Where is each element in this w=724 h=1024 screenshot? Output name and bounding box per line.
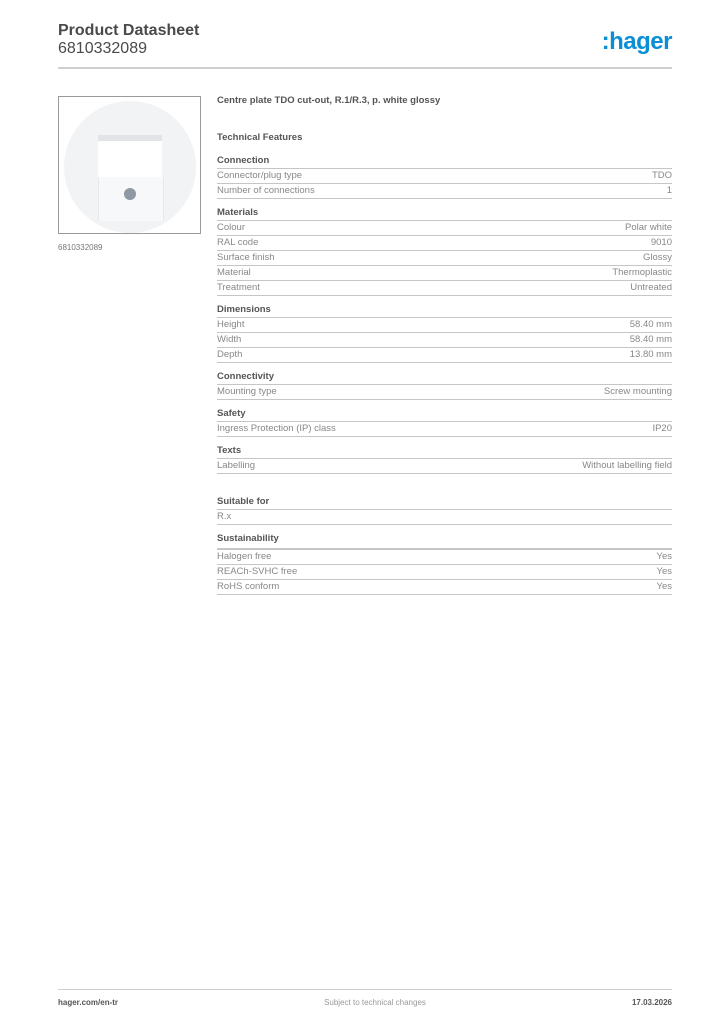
row-label: REACh-SVHC free <box>217 566 298 577</box>
table-row <box>217 236 672 251</box>
table-row <box>217 184 672 199</box>
section-title: Safety <box>217 408 672 422</box>
section-connection <box>217 155 672 199</box>
row-value: 58.40 mm <box>629 319 672 330</box>
row-value: Without labelling field <box>582 460 672 471</box>
row-label: Ingress Protection (IP) class <box>217 423 336 434</box>
table-row <box>217 169 672 184</box>
table-row <box>217 348 672 363</box>
image-caption: 6810332089 <box>58 243 103 252</box>
logo-text: hager <box>609 28 672 55</box>
section-title: Suitable for <box>217 496 672 510</box>
row-value: 58.40 mm <box>629 334 672 345</box>
row-label: RoHS conform <box>217 581 280 592</box>
row-label: Treatment <box>217 282 260 293</box>
table-row <box>217 422 672 437</box>
row-value: Glossy <box>642 252 672 263</box>
article-number: 6810332089 <box>58 40 147 57</box>
plate-screw-icon <box>124 188 136 200</box>
row-label: Mounting type <box>217 386 277 397</box>
centre-plate-icon <box>64 101 196 233</box>
footer-notice: Subject to technical changes <box>324 998 426 1007</box>
product-name: Centre plate TDO cut-out, R.1/R.3, p. white glossy <box>217 95 441 106</box>
table-row <box>217 565 672 580</box>
row-value: Yes <box>656 566 672 577</box>
row-label: Number of connections <box>217 185 315 196</box>
section-dimensions <box>217 304 672 363</box>
row-value: Screw mounting <box>603 386 672 397</box>
table-row <box>217 550 672 565</box>
section-title: Connectivity <box>217 371 672 385</box>
row-label: Surface finish <box>217 252 275 263</box>
spacer <box>217 482 672 496</box>
section-suitable-for <box>217 496 672 525</box>
section-texts <box>217 445 672 474</box>
section-connectivity <box>217 371 672 400</box>
row-label: Material <box>217 267 251 278</box>
header-divider <box>58 67 672 69</box>
row-value: Yes <box>656 551 672 562</box>
datasheet-content <box>217 95 672 603</box>
row-label: Labelling <box>217 460 256 471</box>
table-row <box>217 318 672 333</box>
section-title: Connection <box>217 155 672 169</box>
hager-logo <box>602 28 672 56</box>
table-row <box>217 221 672 236</box>
row-value: 1 <box>666 185 672 196</box>
table-row <box>217 266 672 281</box>
logo-colon-icon: : <box>601 28 610 55</box>
section-sustainability <box>217 533 672 595</box>
table-row <box>217 281 672 296</box>
table-row <box>217 510 672 525</box>
row-label: Halogen free <box>217 551 272 562</box>
row-label: RAL code <box>217 237 259 248</box>
table-row <box>217 580 672 595</box>
row-value: IP20 <box>652 423 672 434</box>
section-materials <box>217 207 672 296</box>
row-label: Colour <box>217 222 245 233</box>
row-label: Depth <box>217 349 243 360</box>
footer-divider <box>58 989 672 990</box>
row-label: R.x <box>217 511 232 522</box>
row-value: Untreated <box>630 282 672 293</box>
product-image <box>58 96 201 234</box>
plate-cutout <box>98 141 162 177</box>
section-title: Dimensions <box>217 304 672 318</box>
row-label: Width <box>217 334 242 345</box>
section-title: Texts <box>217 445 672 459</box>
row-value: Polar white <box>625 222 672 233</box>
row-value: 13.80 mm <box>629 349 672 360</box>
row-value: TDO <box>651 170 672 181</box>
row-label: Connector/plug type <box>217 170 303 181</box>
page-title: Product Datasheet <box>58 22 200 39</box>
section-title: Sustainability <box>217 533 672 550</box>
section-title: Materials <box>217 207 672 221</box>
page-header <box>58 22 672 58</box>
technical-features-title: Technical Features <box>217 132 303 143</box>
table-row <box>217 459 672 474</box>
page-footer <box>58 998 672 1007</box>
footer-date: 17.03.2026 <box>631 998 672 1007</box>
section-safety <box>217 408 672 437</box>
table-row <box>217 333 672 348</box>
table-row <box>217 251 672 266</box>
row-value: Thermoplastic <box>612 267 672 278</box>
footer-website-link[interactable]: hager.com/en-tr <box>58 998 119 1007</box>
row-value: Yes <box>656 581 672 592</box>
table-row <box>217 385 672 400</box>
row-value: 9010 <box>650 237 672 248</box>
row-label: Height <box>217 319 245 330</box>
